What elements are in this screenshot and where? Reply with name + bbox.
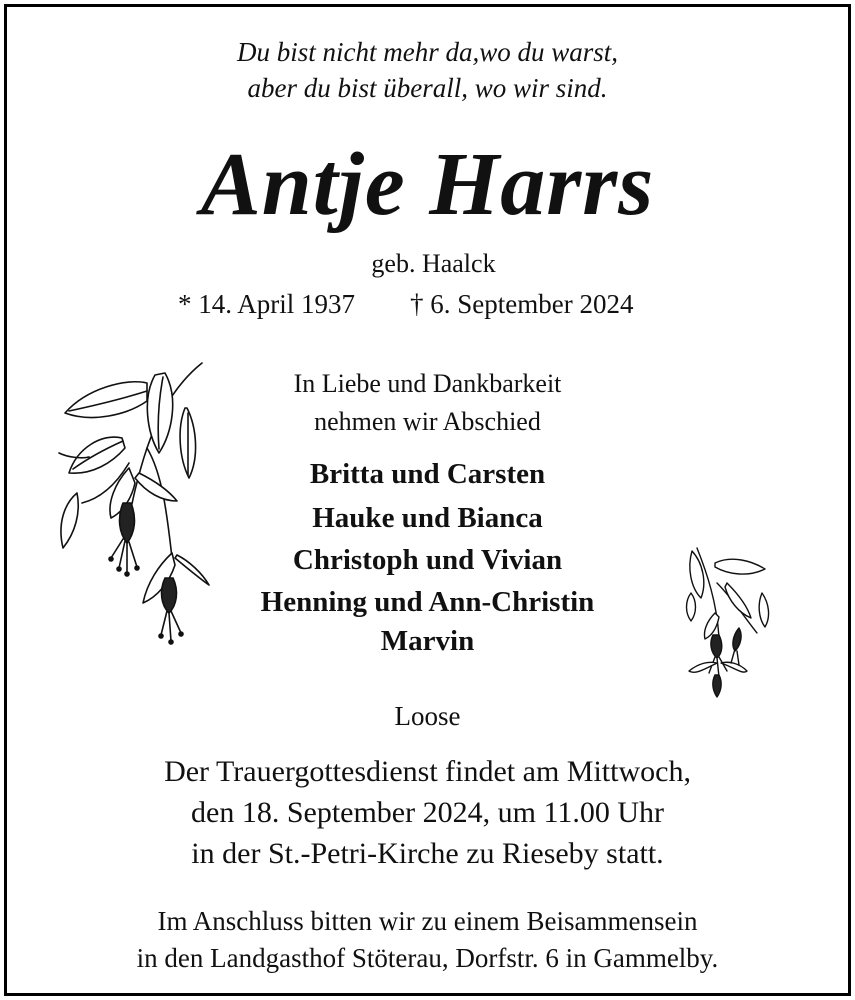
death-date: † 6. September 2024 (410, 289, 634, 319)
reception-line-2: in den Landgasthof Stöterau, Dorfstr. 6 in Gammelby. (136, 943, 719, 973)
life-dates (7, 289, 848, 323)
birth-date: * 14. April 1937 (178, 289, 356, 319)
farewell-line-2: nehmen wir Abschied (314, 407, 541, 436)
family-member: Britta und Carsten (309, 458, 546, 490)
service-line-1: Der Trauergottesdienst findet am Mittwoch, (164, 755, 691, 788)
place-name: Loose (394, 701, 461, 731)
family-member: Marvin (380, 625, 475, 657)
quote-line-2: aber du bist überall, wo wir sind. (247, 73, 608, 103)
service-line-3: in der St.-Petri-Kirche zu Rieseby statt. (191, 837, 664, 870)
family-member: Christoph und Vivian (292, 544, 563, 576)
quote-line-1: Du bist nicht mehr da,wo du warst, (236, 37, 619, 67)
family-member: Hauke und Bianca (312, 502, 543, 534)
reception-line-1: Im Anschluss bitten wir zu einem Beisammensein (157, 906, 698, 936)
obituary-card (4, 4, 851, 996)
farewell-line-1: In Liebe und Dankbarkeit (293, 369, 562, 398)
deceased-name: Antje Harrs (200, 135, 655, 234)
maiden-name: geb. Haalck (371, 249, 496, 278)
family-member: Henning und Ann-Christin (260, 586, 595, 618)
service-line-2: den 18. September 2024, um 11.00 Uhr (191, 796, 664, 829)
